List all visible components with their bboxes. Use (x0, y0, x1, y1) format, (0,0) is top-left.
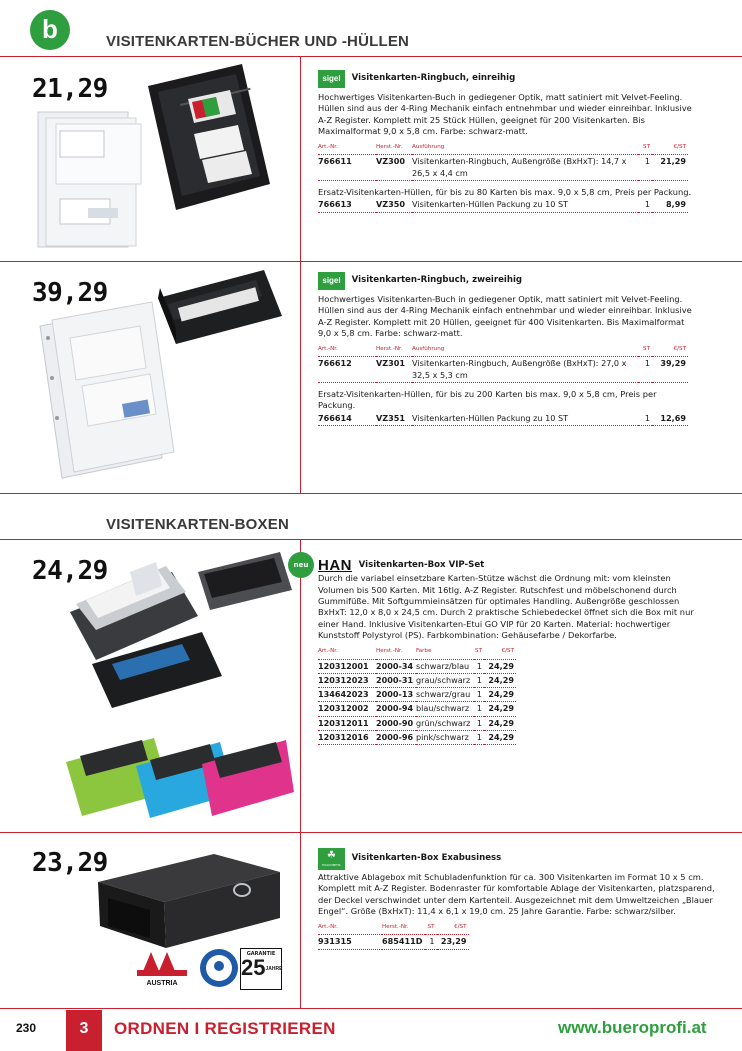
table-row: 766611 VZ300 Visitenkarten-Ringbuch, Außengröße (BxHxT): 14,7 x 26,5 x 4,4 cm 1 21,29 (318, 155, 688, 181)
brand-logo-sigel: sigel (318, 272, 345, 290)
table-row: 766614 VZ351 Visitenkarten-Hüllen Packung zu 10 ST 1 12,69 (318, 412, 688, 426)
product-title: Visitenkarten-Box VIP-Set (358, 560, 485, 570)
product-title: Visitenkarten-Ringbuch, zweireihig (351, 275, 523, 286)
table-row: 766612 VZ301 Visitenkarten-Ringbuch, Außengröße (BxHxT): 27,0 x 32,5 x 5,3 cm 1 39,29 (318, 357, 688, 383)
product-title: Visitenkarten-Ringbuch, einreihig (351, 73, 516, 84)
section-title-boxes: VISITENKARTEN-BOXEN (106, 516, 289, 533)
product-title: Visitenkarten-Box Exabusiness (351, 853, 502, 864)
section-title-books: VISITENKARTEN-BÜCHER UND -HÜLLEN (106, 33, 410, 50)
brand-logo-han: HAN (318, 557, 352, 574)
product-image-3 (62, 552, 294, 822)
price-product-4: 23,29 (32, 848, 108, 878)
table-row: 120312001 2000-34 schwarz/blau 1 24,29 (318, 659, 516, 673)
garantie-label: GARANTIE (246, 951, 276, 957)
divider-top (0, 56, 742, 57)
price-product-1: 21,29 (32, 74, 108, 104)
page-number: 230 (16, 1021, 37, 1035)
austria-label: AUSTRIA (146, 980, 178, 987)
product-image-1 (30, 64, 290, 254)
table-row: 120312002 2000-94 blau/schwarz 1 24,29 (318, 702, 516, 716)
table-row: 931315 685411D 1 23,29 (318, 935, 469, 949)
spec-table-ersatz (318, 412, 688, 426)
divider-1 (0, 261, 742, 262)
table-row: 120312023 2000-31 grau/schwarz 1 24,29 (318, 673, 516, 687)
table-row: 120312016 2000-96 pink/schwarz 1 24,29 (318, 731, 516, 745)
product-block-2 (318, 272, 696, 426)
product-block-1 (318, 70, 696, 213)
divider-bottom (0, 1008, 742, 1009)
spec-table-ersatz (318, 198, 688, 212)
divider-4 (0, 832, 742, 833)
divider-2 (0, 493, 742, 494)
product-description: Hochwertiges Visitenkarten-Buch in gediegener Optik, matt satiniert mit Velvet-Feeling. Hüllen sind aus der 4-Ring Mechanik einfach entnehmbar und wieder einreihbar. Inklusive A-Z Register. Komplett mit 20 Hüllen, geeignet für 400 Visitenkarten. Bis Maximalformat 9,0 x 5,8 cm. Farbe: schwarz-matt. (318, 294, 692, 338)
table-row: 120312011 2000-90 grün/schwarz 1 24,29 (318, 716, 516, 730)
chapter-tab: 3 (66, 1010, 102, 1051)
garantie-years: 25JAHRE (241, 955, 283, 980)
footer-url[interactable]: www.bueroprofi.at (558, 1018, 707, 1037)
spec-table: Art.-Nr. Herst.-Nr. Ausführung ST €/ST 766612 VZ301 Visitenkarten-Ringbuch, Außengröße (BxHxT): 27,0 x 32,5 x 5,3 cm 1 39,29 (318, 344, 688, 383)
spec-table: Art.-Nr. Herst.-Nr. Farbe ST €/ST 120312001 2000-34 schwarz/blau 1 24,29 120312023 2000-31 grau/schwarz 1 24,29 134642023 2000-13 schwarz/grau 1 24,29 120312002 2000-94 blau/schwarz 1 24,29 120312011 2000-90 grün/schwarz 1 24,29 120312016 2000-96 pink/schwarz 1 24,29 (318, 646, 516, 745)
new-badge: neu (288, 552, 314, 578)
column-divider-2 (300, 540, 301, 1008)
price-product-2: 39,29 (32, 278, 108, 308)
product-description: Hochwertiges Visitenkarten-Buch in gediegener Optik, matt satiniert mit Velvet-Feeling. Hüllen sind aus der 4-Ring Mechanik einfach entnehmbar und wieder einreihbar. Inklusive A-Z Register. Komplett mit 25 Stück Hüllen, geeignet für 200 Visitenkarten. Bis Maximalformat 9,0 x 5,8 cm. Farbe: schwarz-matt. (318, 92, 692, 136)
brand-logo-sigel: sigel (318, 70, 345, 88)
chapter-title: ORDNEN I REGISTRIEREN (114, 1019, 336, 1038)
blauer-engel-icon (199, 948, 239, 988)
table-row: 134642023 2000-13 schwarz/grau 1 24,29 (318, 688, 516, 702)
spec-table: Art.-Nr. Herst.-Nr. ST €/ST 931315 685411D 1 23,29 (318, 922, 469, 950)
brand-logo-exacompta: ☘ EXACOMPTA (318, 848, 345, 870)
product-block-3 (318, 557, 696, 745)
product-image-4 (94, 838, 284, 950)
ersatz-text: Ersatz-Visitenkarten-Hüllen, für bis zu 200 Karten bis max. 9,0 x 5,8 cm, Preis per Packung. (318, 389, 657, 411)
column-divider-1 (300, 57, 301, 494)
ersatz-text: Ersatz-Visitenkarten-Hüllen, für bis zu 80 Karten bis max. 9,0 x 5,8 cm, Preis per Packung. (318, 187, 692, 198)
spec-table: Art.-Nr. Herst.-Nr. Ausführung ST €/ST 766611 VZ300 Visitenkarten-Ringbuch, Außengröße (BxHxT): 14,7 x 26,5 x 4,4 cm 1 21,29 (318, 142, 688, 181)
price-product-3: 24,29 (32, 556, 108, 586)
product-image-2 (30, 268, 292, 488)
product-description: Durch die variabel einsetzbare Karten-Stütze wächst die Ordnung mit: vom kleinsten Volumen bis 500 Karten. Mit 16tlg. A-Z Register. Rutschfest und möbelschonend durch Gummifüße. Mit Softgummieinsätzen für optimales Handling. Außengröße geschlossen BxHxT: 12,0 x 8,0 x 24,5 cm. Durch 2 praktische Schiebedeckel öffnet sich die Box mit nur einer Hand. Inklusive Visitenkarten-Etui GO VIP für 20 Karten. Material: hochwertiger Kunststoff Polystyrol (PS). Farbkombination: Gehäusefarbe / Dekorfarbe. (318, 573, 694, 640)
category-badge: b (30, 10, 70, 50)
table-row: 766613 VZ350 Visitenkarten-Hüllen Packung zu 10 ST 1 8,99 (318, 198, 688, 212)
garantie-seal-icon (240, 948, 282, 990)
product-block-4 (318, 848, 718, 950)
austria-seal-icon (137, 948, 187, 990)
product-description: Attraktive Ablagebox mit Schubladenfunktion für ca. 300 Visitenkarten im Format 10 x 5 cm. Komplett mit A-Z Register. Bodenraster für komfortable Ablage der Visitenkarten, platzsparend, der Deckel verschwindet unter dem Kartenteil. Ausgezeichnet mit dem Umweltzeichen „Blauer Engel“. Größe (BxHxT): 11,4 x 6,1 x 19,0 cm. 25 Jahre Garantie. Farbe: schwarz/silber. (318, 872, 715, 916)
divider-3 (0, 539, 742, 540)
